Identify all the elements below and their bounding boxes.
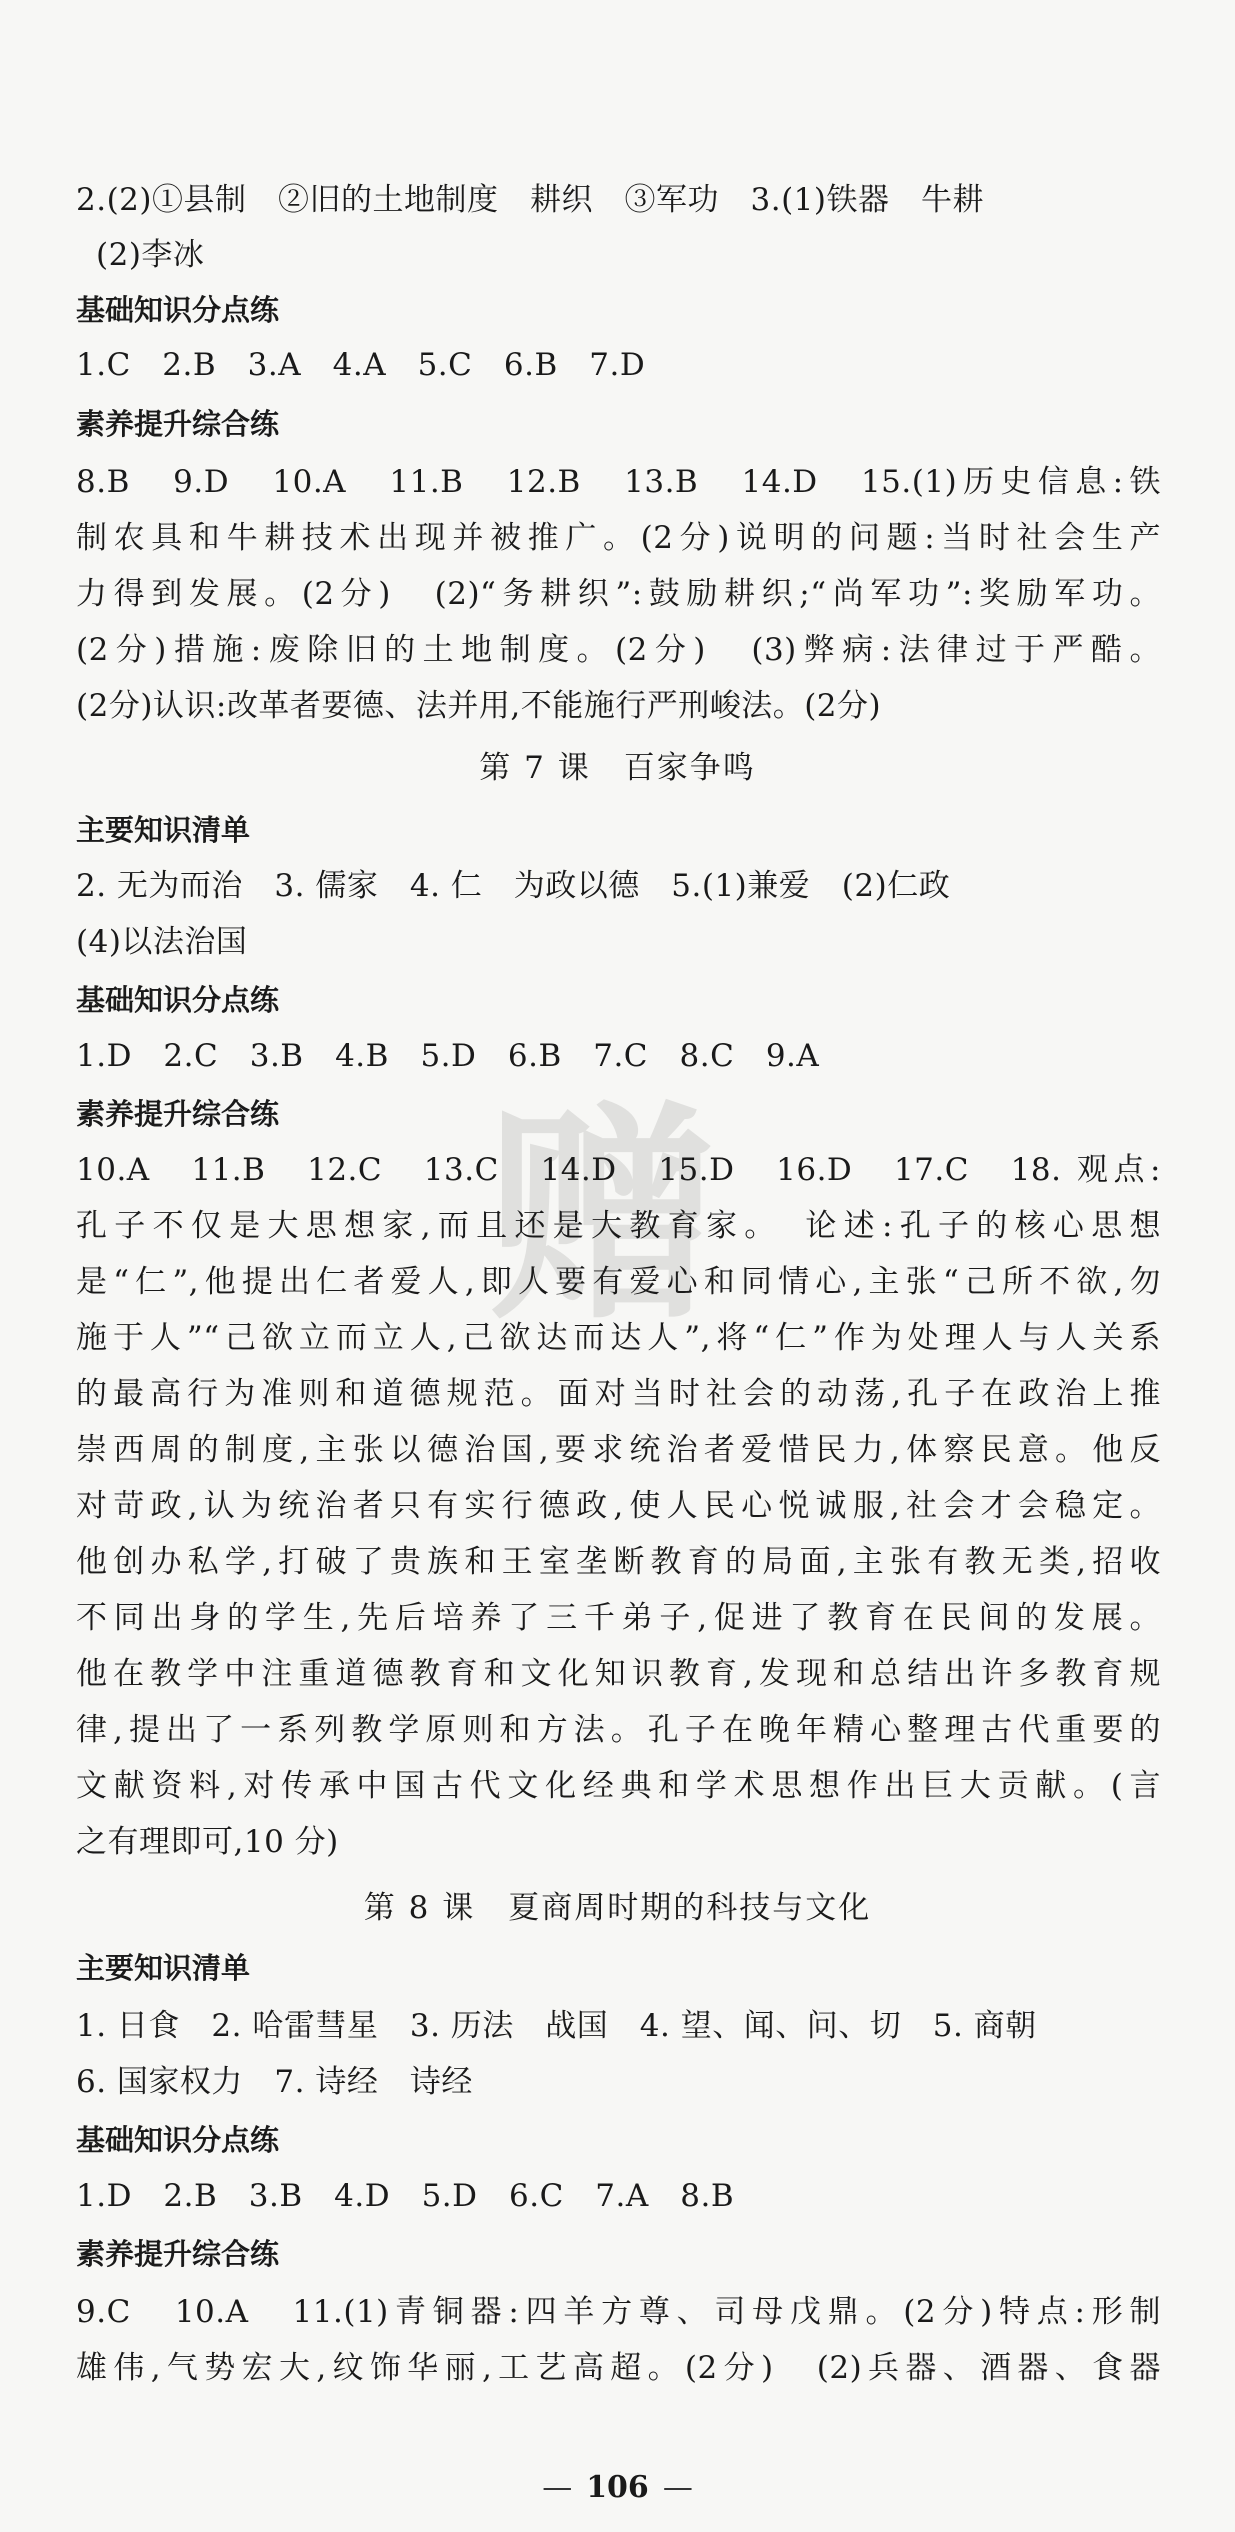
text-line: (2分)认识:改革者要德、法并用,不能施行严刑峻法。(2分) <box>76 688 882 724</box>
section-heading-basic: 基础知识分点练 <box>76 2123 280 2157</box>
watermark-stamp: 赠 <box>486 1084 717 1351</box>
text-line: 的最高行为准则和道德规范。面对当时社会的动荡,孔子在政治上推 <box>76 1376 1161 1412</box>
text-line: 1.D 2.C 3.B 4.B 5.D 6.B 7.C 8.C 9.A <box>76 1038 820 1074</box>
section-heading-main: 主要知识清单 <box>76 813 251 847</box>
text-line: 8.B 9.D 10.A 11.B 12.B 13.B 14.D 15.(1)历史信息:铁 <box>76 464 1161 500</box>
text-line: 文献资料,对传承中国古代文化经典和学术思想作出巨大贡献。(言 <box>76 1768 1161 1804</box>
text-line: 崇西周的制度,主张以德治国,要求统治者爱惜民力,体察民意。他反 <box>76 1432 1161 1468</box>
text-line: 制农具和牛耕技术出现并被推广。(2分)说明的问题:当时社会生产 <box>76 520 1161 556</box>
text-line: 施于人”“己欲立而立人,己欲达而达人”,将“仁”作为处理人与人关系 <box>76 1320 1161 1356</box>
text-line: 1.C 2.B 3.A 4.A 5.C 6.B 7.D <box>76 347 646 383</box>
text-line: 6. 国家权力 7. 诗经 诗经 <box>76 2064 473 2100</box>
text-line: 雄伟,气势宏大,纹饰华丽,工艺高超。(2分) (2)兵器、酒器、食器 <box>76 2350 1161 2386</box>
text-line: 2. 无为而治 3. 儒家 4. 仁 为政以德 5.(1)兼爱 (2)仁政 <box>76 868 951 904</box>
text-line: 他在教学中注重道德教育和文化知识教育,发现和总结出许多教育规 <box>76 1656 1161 1692</box>
section-heading-basic: 基础知识分点练 <box>76 983 280 1017</box>
text-line: 他创办私学,打破了贵族和王室垄断教育的局面,主张有教无类,招收 <box>76 1544 1161 1580</box>
section-heading-advanced: 素养提升综合练 <box>76 1097 280 1131</box>
page-footer <box>0 2468 1235 2508</box>
text-line: 之有理即可,10 分) <box>76 1824 339 1860</box>
lesson-title-7: 第 7 课 百家争鸣 <box>479 750 756 786</box>
footer-dash-left: — <box>542 2470 573 2505</box>
page-number: 106 <box>586 2470 649 2505</box>
footer-dash-right: — <box>662 2470 693 2505</box>
section-heading-advanced: 素养提升综合练 <box>76 2237 280 2271</box>
text-line: 1.D 2.B 3.B 4.D 5.D 6.C 7.A 8.B <box>76 2178 735 2214</box>
text-line: (4)以法治国 <box>76 924 248 960</box>
section-heading-advanced: 素养提升综合练 <box>76 407 280 441</box>
text-line: 不同出身的学生,先后培养了三千弟子,促进了教育在民间的发展。 <box>76 1600 1161 1636</box>
text-line: 2.(2)①县制 ②旧的土地制度 耕织 ③军功 3.(1)铁器 牛耕 <box>76 182 984 218</box>
text-line: 10.A 11.B 12.C 13.C 14.D 15.D 16.D 17.C 18. 观点: <box>76 1152 1161 1188</box>
text-line: 律,提出了一系列教学原则和方法。孔子在晚年精心整理古代重要的 <box>76 1712 1161 1748</box>
text-line: (2分)措施:废除旧的土地制度。(2分) (3)弊病:法律过于严酷。 <box>76 632 1161 668</box>
text-line: 对苛政,认为统治者只有实行德政,使人民心悦诚服,社会才会稳定。 <box>76 1488 1161 1524</box>
text-line: 1. 日食 2. 哈雷彗星 3. 历法 战国 4. 望、闻、问、切 5. 商朝 <box>76 2008 1037 2044</box>
lesson-title-8: 第 8 课 夏商周时期的科技与文化 <box>363 1890 872 1926</box>
section-heading-main: 主要知识清单 <box>76 1951 251 1985</box>
text-line: 孔子不仅是大思想家,而且还是大教育家。 论述:孔子的核心思想 <box>76 1208 1161 1244</box>
text-line: 9.C 10.A 11.(1)青铜器:四羊方尊、司母戊鼎。(2分)特点:形制 <box>76 2294 1161 2330</box>
text-line: (2)李冰 <box>96 237 205 273</box>
section-heading-basic: 基础知识分点练 <box>76 293 280 327</box>
text-line: 是“仁”,他提出仁者爱人,即人要有爱心和同情心,主张“己所不欲,勿 <box>76 1264 1161 1300</box>
text-line: 力得到发展。(2分) (2)“务耕织”:鼓励耕织;“尚军功”:奖励军功。 <box>76 576 1161 612</box>
